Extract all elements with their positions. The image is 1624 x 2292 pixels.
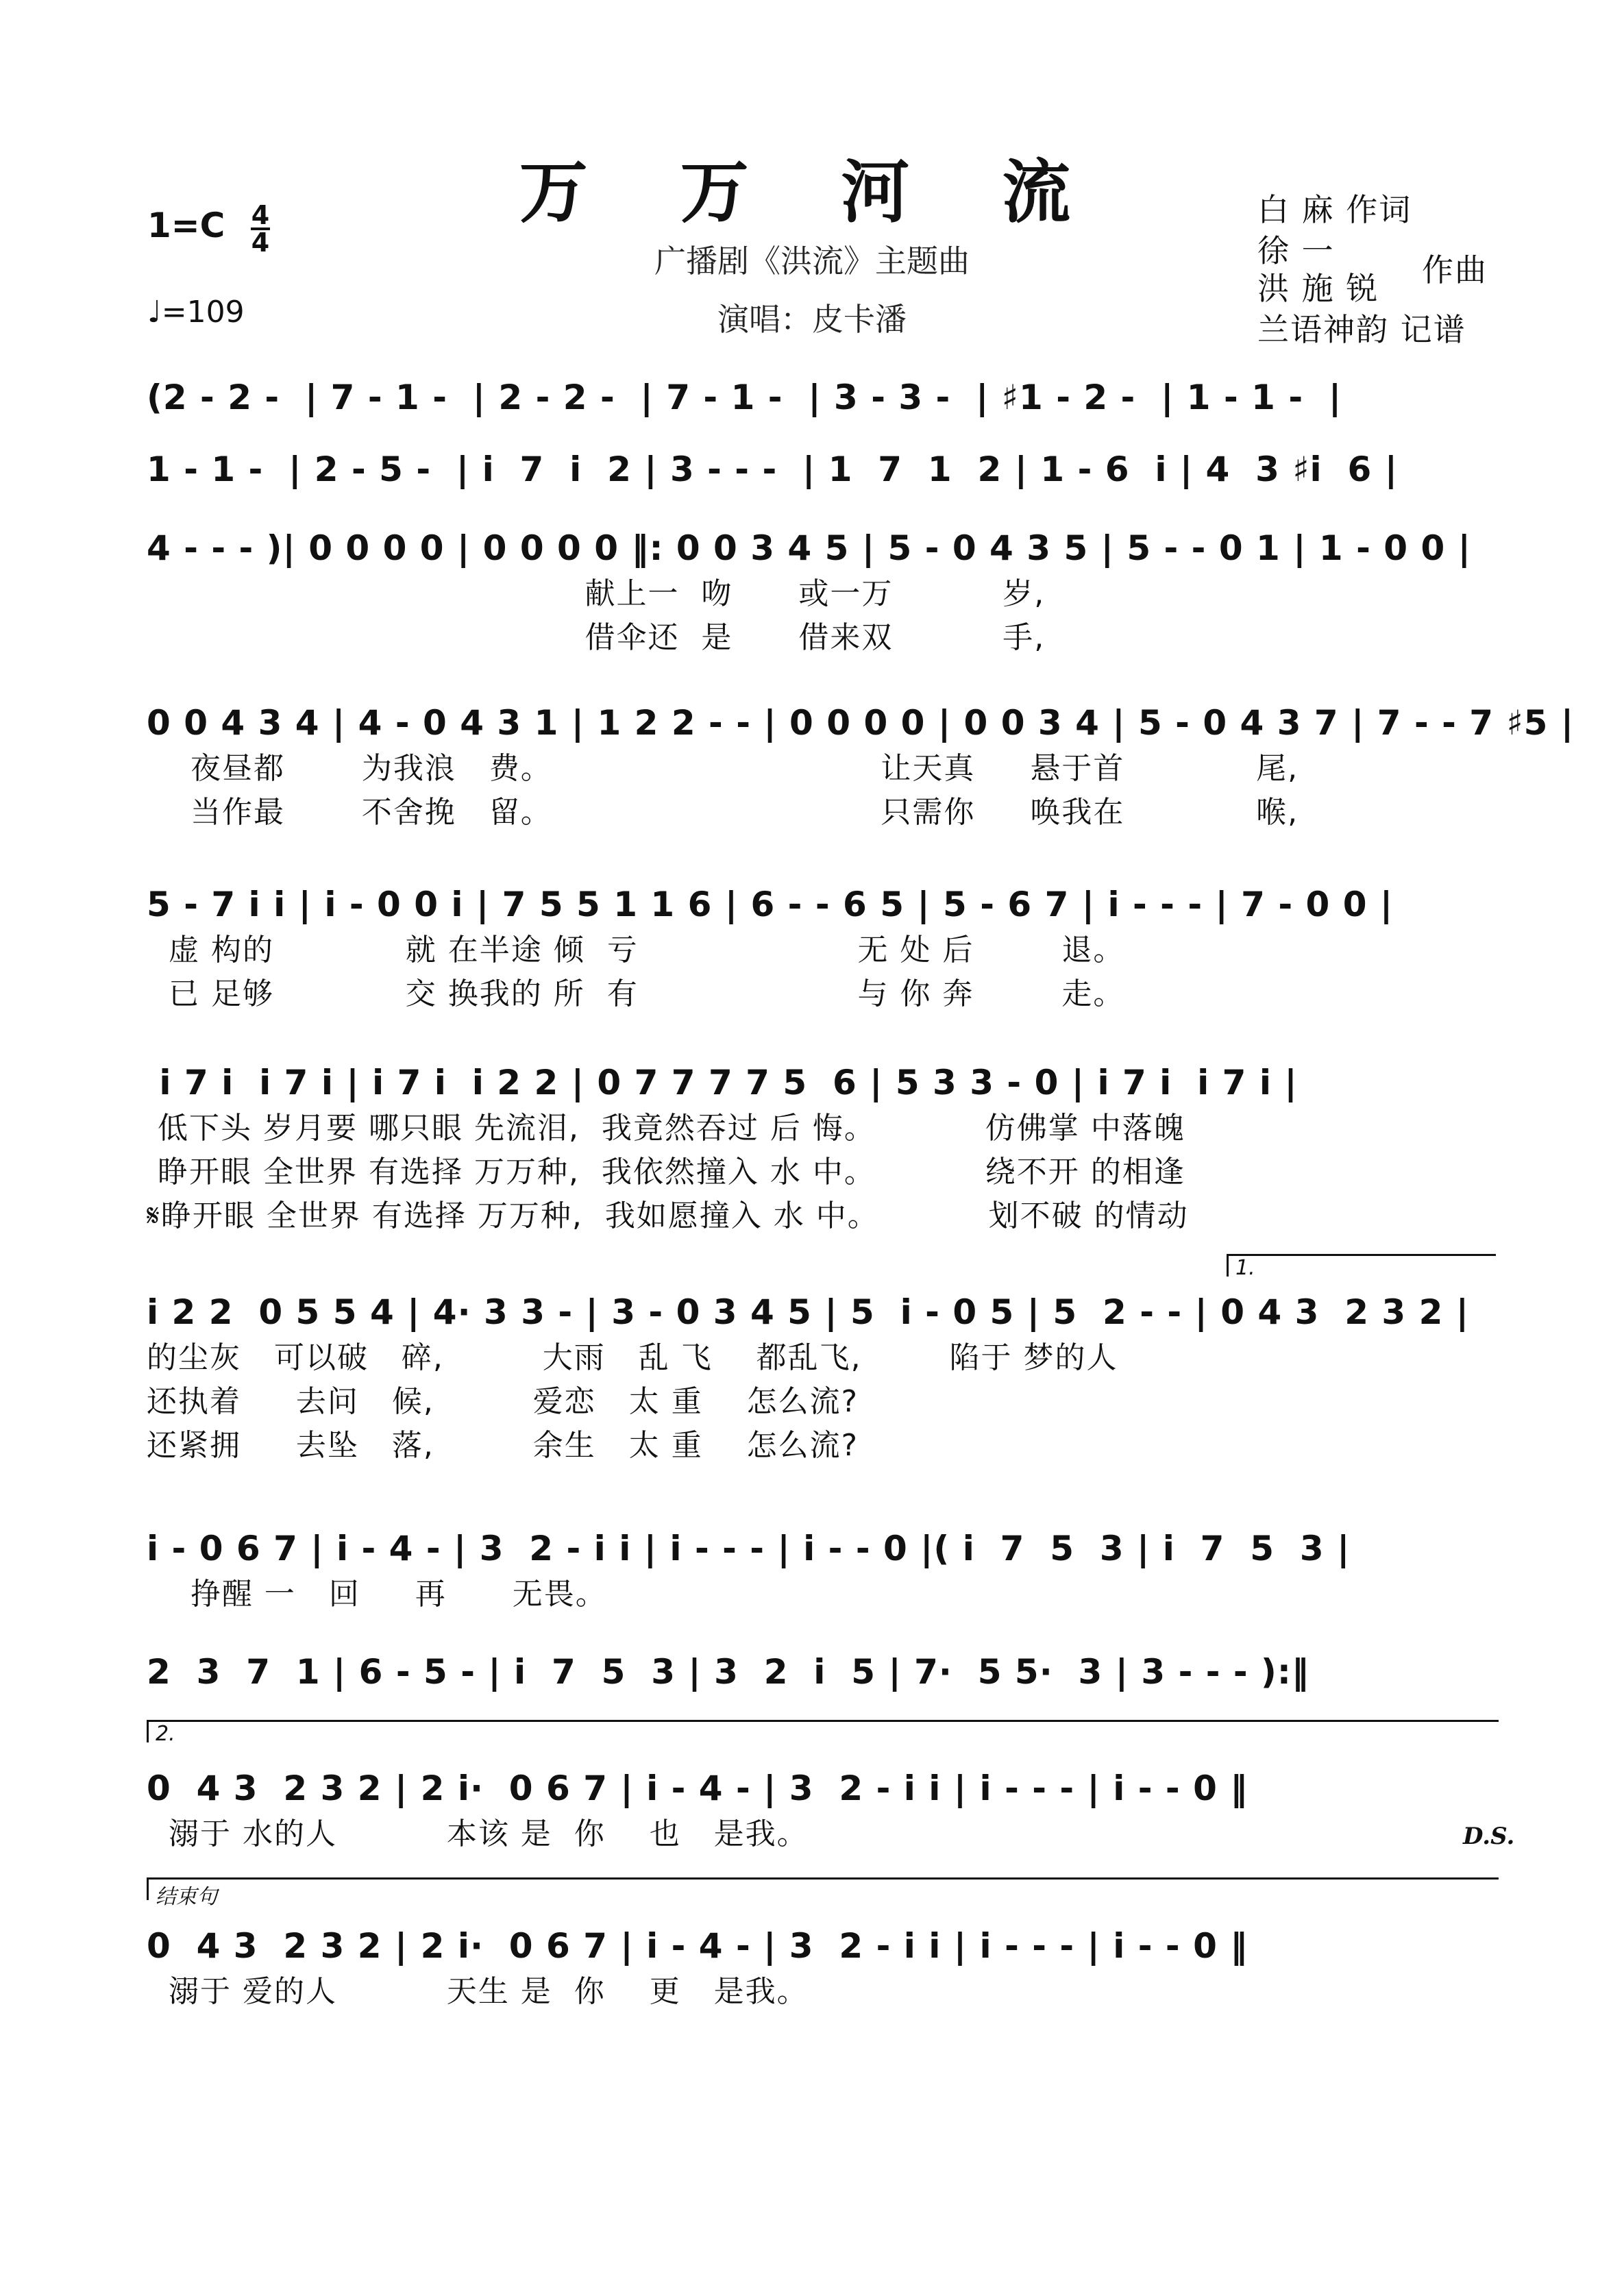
staff-row-3	[147, 524, 1490, 660]
tempo-mark: ♩=109	[147, 295, 245, 330]
lyric-verse-2: 当作最 不舍挽 留。 只需你 唤我在 喉,	[147, 795, 1299, 830]
notes-line: i 7 i i 7 i | i 7 i i 2 2 | 0 7 7 7 7 5 6 | 5 3 3 - 0 | i 7 i i 7 i |	[147, 1063, 1298, 1102]
volta-bracket-1: 1.	[1227, 1254, 1496, 1277]
notes-line: 5 - 7 i i | i - 0 0 i | 7 5 5 1 1 6 | 6 - - 6 5 | 5 - 6 7 | i - - - | 7 - 0 0 |	[147, 885, 1394, 924]
lyric-verse-2: 睁开眼 全世界 有选择 万万种, 我依然撞入 水 中。 绕不开 的相逢	[147, 1155, 1185, 1190]
notes-line: (2 - 2 - | 7 - 1 - | 2 - 2 - | 7 - 1 - | 3 - 3 - | ♯1 - 2 - | 1 - 1 - |	[147, 378, 1342, 417]
lyric-verse-1: 挣醒 一 回 再 无畏。	[147, 1577, 607, 1612]
composer-2: 洪 施 锐	[1257, 270, 1379, 307]
lyric-verse-1: 的尘灰 可以破 碎, 大雨 乱 飞 都乱飞, 陷于 梦的人	[147, 1340, 1118, 1375]
time-signature: 4 4	[251, 200, 270, 258]
notes-line: i - 0 6 7 | i - 4 - | 3 2 - i i | i - - - | i - - 0 |( i 7 5 3 | i 7 5 3 |	[147, 1529, 1351, 1568]
staff-row-8	[147, 1525, 1490, 1616]
lyric-verse-1: 献上一 吻 或一万 岁,	[147, 576, 1046, 611]
lyric-verse-2: 已 足够 交 换我的 所 有 与 你 奔 走。	[147, 976, 1125, 1011]
composer-role: 作曲	[1422, 251, 1488, 288]
lyric-verse-1: 夜昼都 为我浪 费。 让天真 悬于首 尾,	[147, 751, 1299, 786]
staff-row-5	[147, 880, 1490, 1016]
coda-bracket: 结束句	[147, 1877, 1499, 1900]
notes-line: 4 - - - )| 0 0 0 0 | 0 0 0 0 ‖: 0 0 3 4 5 | 5 - 0 4 3 5 | 5 - - 0 1 | 1 - 0 0 |	[147, 528, 1471, 568]
subtitle: 广播剧《洪流》主题曲	[654, 243, 970, 280]
lyric-verse-1: 溺于 爱的人 天生 是 你 更 是我。	[147, 1974, 809, 2009]
notes-line: 2 3 7 1 | 6 - 5 - | i 7 5 3 | 3 2 i 5 | 7· 5 5· 3 | 3 - - - ):‖	[147, 1652, 1309, 1692]
staff-row-9	[147, 1648, 1490, 1696]
lyric-verse-1: 溺于 水的人 本该 是 你 也 是我。	[147, 1816, 809, 1851]
notes-line: 0 0 4 3 4 | 4 - 0 4 3 1 | 1 2 2 - - | 0 0 0 0 | 0 0 3 4 | 5 - 0 4 3 7 | 7 - - 7 ♯5 |	[147, 703, 1575, 743]
lyric-verse-1: 虚 构的 就 在半途 倾 亏 无 处 后 退。	[147, 933, 1125, 968]
notes-line: i 2 2 0 5 5 4 | 4· 3 3 - | 3 - 0 3 4 5 | 5 i - 0 5 | 5 2 - - | 0 4 3 2 3 2 |	[147, 1292, 1470, 1332]
lyric-verse-1: 低下头 岁月要 哪只眼 先流泪, 我竟然吞过 后 悔。 仿佛掌 中落魄	[147, 1111, 1185, 1146]
lyric-verse-3: 𝄋睁开眼 全世界 有选择 万万种, 我如愿撞入 水 中。 划不破 的情动	[147, 1198, 1189, 1233]
singer: 演唱：皮卡潘	[717, 301, 907, 338]
staff-row-7	[147, 1288, 1490, 1468]
notes-line: 0 4 3 2 3 2 | 2 i· 0 6 7 | i - 4 - | 3 2 - i i | i - - - | i - - 0 ‖	[147, 1769, 1248, 1808]
staff-row-11	[147, 1922, 1490, 2014]
lyric-verse-2: 还执着 去问 候, 爱恋 太 重 怎么流?	[147, 1384, 859, 1419]
staff-row-1	[147, 373, 1490, 421]
notes-line: 1 - 1 - | 2 - 5 - | i 7 i 2 | 3 - - - | 1 7 1 2 | 1 - 6 i | 4 3 ♯i 6 |	[147, 449, 1398, 489]
key-signature: 1=C	[147, 206, 225, 245]
song-title: 万 万 河 流	[519, 151, 1105, 232]
transcriber-credit: 兰语神韵 记谱	[1257, 311, 1466, 348]
staff-row-6	[147, 1059, 1490, 1238]
composer-1: 徐 一	[1257, 232, 1335, 269]
lyric-verse-3: 还紧拥 去坠 落, 余生 太 重 怎么流?	[147, 1428, 859, 1463]
notes-line: 0 4 3 2 3 2 | 2 i· 0 6 7 | i - 4 - | 3 2 - i i | i - - - | i - - 0 ‖	[147, 1926, 1248, 1966]
staff-row-2	[147, 445, 1490, 493]
dal-segno-mark: D.S.	[1463, 1823, 1515, 1850]
volta-bracket-2: 2.	[147, 1720, 1499, 1742]
staff-row-10	[147, 1764, 1490, 1856]
staff-row-4	[147, 699, 1575, 835]
lyric-verse-2: 借伞还 是 借来双 手,	[147, 620, 1046, 655]
lyricist-credit: 白 麻 作词	[1257, 191, 1412, 228]
